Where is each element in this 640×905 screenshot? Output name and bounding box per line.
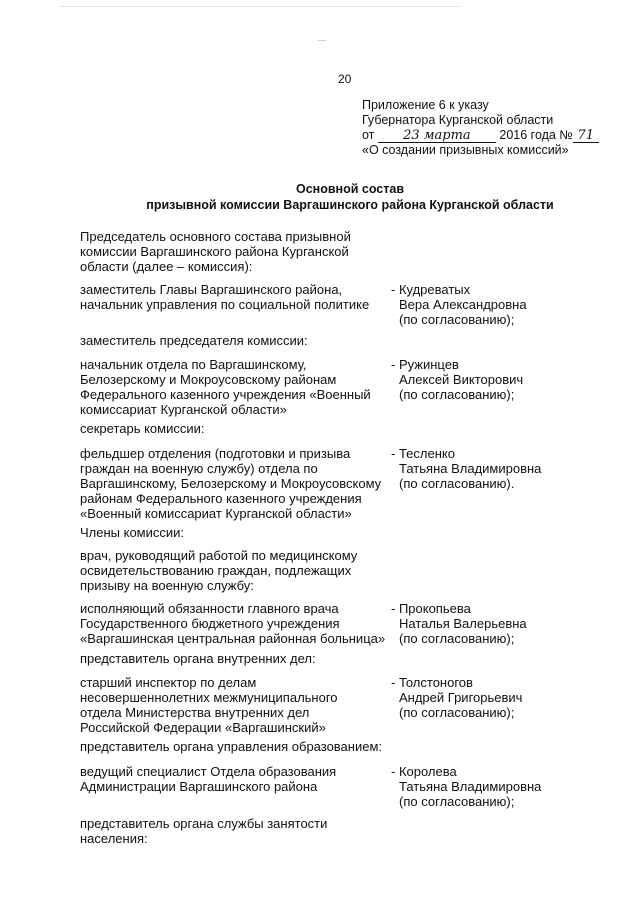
deputy-header: заместитель председателя комиссии: bbox=[80, 333, 308, 348]
title-line2: призывной комиссии Варгашинского района Курганской области bbox=[146, 198, 554, 212]
members-header: Члены комиссии: bbox=[80, 525, 185, 540]
chairman-person: - Кудреватых Вера Александровна (по согласованию); bbox=[391, 282, 527, 327]
appendix-date-line bbox=[362, 128, 632, 143]
from-label: от bbox=[362, 128, 375, 142]
chairman-position: заместитель Главы Варгашинского района, начальник управления по социальной политике bbox=[80, 282, 370, 312]
education-header: представитель органа управления образованием: bbox=[80, 739, 383, 754]
doctor-position: исполняющий обязанности главного врача Государственного бюджетного учреждения «Варгашинская центральная районная больница» bbox=[80, 601, 386, 646]
appendix-line2: Губернатора Курганской области bbox=[362, 113, 554, 127]
year-text: 2016 года № bbox=[499, 128, 573, 142]
appendix-header bbox=[362, 98, 632, 158]
title-line1: Основной состав bbox=[295, 182, 405, 196]
document-title bbox=[80, 181, 620, 213]
chairman-header: Председатель основного состава призывной комиссии Варгашинского района Курганской области (далее – комиссия): bbox=[80, 229, 351, 274]
scan-artifact-top bbox=[60, 6, 460, 9]
decree-title: «О создании призывных комиссий» bbox=[362, 143, 569, 157]
education-person: - Королева Татьяна Владимировна (по согласованию); bbox=[391, 764, 542, 809]
secretary-header: секретарь комиссии: bbox=[80, 421, 205, 436]
police-header: представитель органа внутренних дел: bbox=[80, 651, 316, 666]
doctor-person: - Прокопьева Наталья Валерьевна (по согласованию); bbox=[391, 601, 527, 646]
police-position: старший инспектор по делам несовершеннолетних межмуниципального отдела Министерства внутренних дел Российской Федерации «Варгашинский» bbox=[80, 675, 338, 735]
education-position: ведущий специалист Отдела образования Администрации Варгашинского района bbox=[80, 764, 337, 794]
scan-artifact-dot bbox=[318, 40, 326, 41]
handwritten-number: 71 bbox=[573, 129, 599, 143]
police-person: - Толстоногов Андрей Григорьевич (по согласованию); bbox=[391, 675, 523, 720]
secretary-position: фельдшер отделения (подготовки и призыва граждан на военную службу) отдела по Варгашинскому, Белозерскому и Мокроусовскому районам Федерального казенного учреждения «Военный комиссариат Курганской области» bbox=[80, 446, 382, 521]
page-number: 20 bbox=[338, 72, 352, 86]
appendix-line1: Приложение 6 к указу bbox=[362, 98, 489, 112]
doctor-header: врач, руководящий работой по медицинскому освидетельствованию граждан, подлежащих призыву на военную службу: bbox=[80, 548, 358, 593]
employment-header: представитель органа службы занятости населения: bbox=[80, 816, 328, 846]
deputy-person: - Ружинцев Алексей Викторович (по согласованию); bbox=[391, 357, 524, 402]
secretary-person: - Тесленко Татьяна Владимировна (по согласованию). bbox=[391, 446, 542, 491]
handwritten-date: 23 марта bbox=[378, 129, 496, 143]
deputy-position: начальник отдела по Варгашинскому, Белозерскому и Мокроусовскому районам Федерального казенного учреждения «Военный комиссариат Курганской области» bbox=[80, 357, 371, 417]
